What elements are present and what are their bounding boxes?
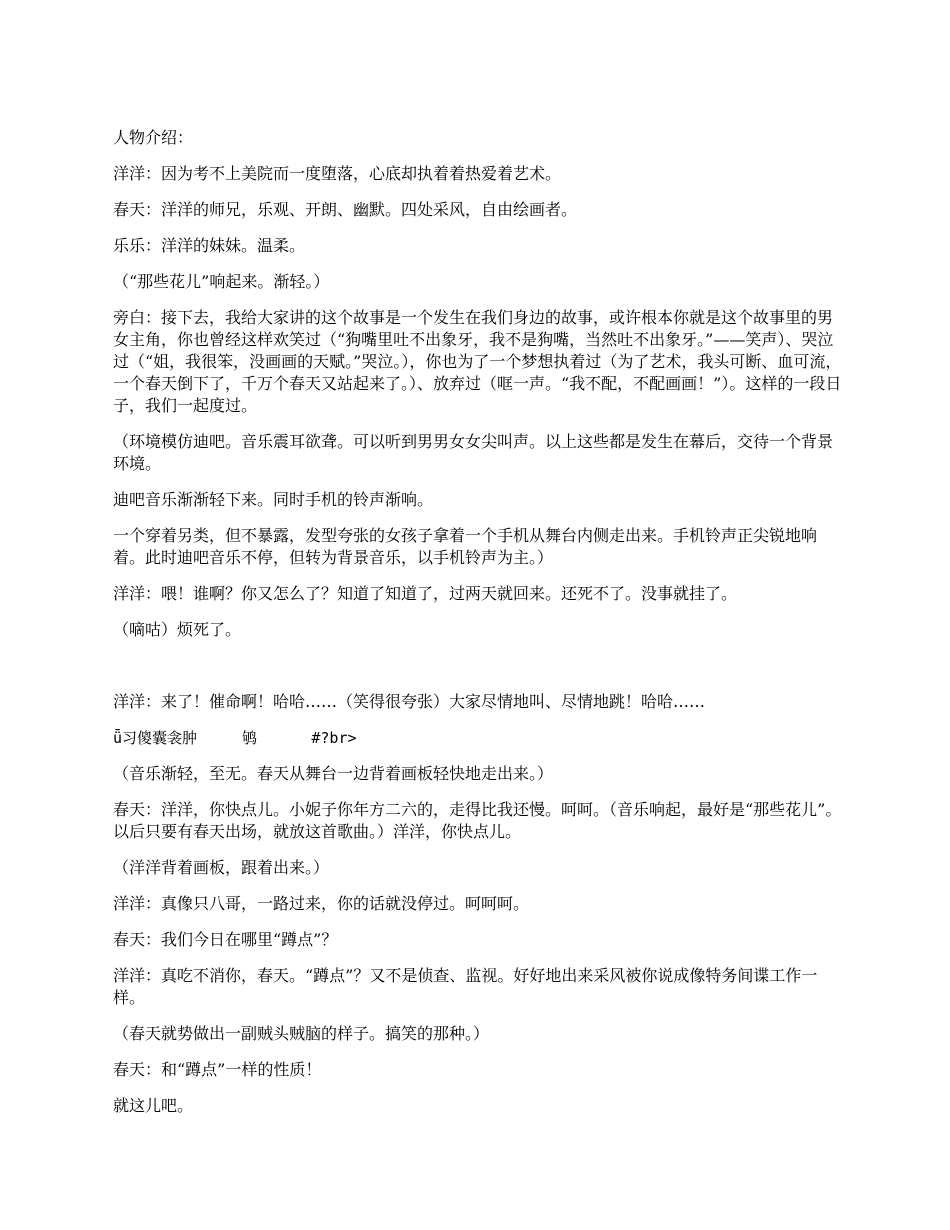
paragraph-group-top — [113, 127, 843, 641]
paragraph-dialogue: 春天：我们今日在哪里“蹲点”？ — [113, 930, 338, 949]
section-gap — [113, 655, 843, 691]
paragraph-character-lele: 乐乐：洋洋的妹妹。温柔。 — [113, 236, 306, 255]
paragraph-stage-direction: （音乐渐轻，至无。春天从舞台一边背着画板轻快地走出来。） — [113, 764, 554, 783]
paragraph-stage-direction: （洋洋背着画板，跟着出来。） — [113, 858, 330, 877]
paragraph-character-chuntian: 春天：洋洋的师兄，乐观、开朗、幽默。四处采风，自由绘画者。 — [113, 200, 578, 219]
paragraph-dialogue: （嘀咕）烦死了。 — [113, 620, 242, 639]
paragraph-dialogue: 春天：洋洋，你快点儿。小妮子你年方二六的，走得比我还慢。呵呵。（音乐响起，最好是“那些花儿”。以后只要有春天出场，就放这首歌曲。）洋洋，你快点儿。 — [113, 800, 842, 841]
paragraph-character-yangyang: 洋洋：因为考不上美院而一度堕落，心底却执着着热爱着艺术。 — [113, 164, 562, 183]
paragraph-stage-direction: 迪吧音乐渐渐轻下来。同时手机的铃声渐响。 — [113, 490, 434, 509]
paragraph-stage-direction: （“那些花儿”响起来。渐轻。） — [113, 272, 330, 291]
paragraph-dialogue: 就这儿吧。 — [113, 1096, 194, 1115]
paragraph-garbled-text: ǖ习傻囊衾肿 鸲 #?br> — [113, 729, 357, 747]
paragraph-character-intro-heading: 人物介绍： — [113, 128, 194, 147]
paragraph-stage-direction: 一个穿着另类，但不暴露，发型夸张的女孩子拿着一个手机从舞台内侧走出来。手机铃声正尖锐地响着。此时迪吧音乐不停，但转为背景音乐，以手机铃声为主。） — [113, 526, 818, 567]
paragraph-group-bottom — [113, 691, 843, 1117]
paragraph-stage-direction: （环境模仿迪吧。音乐震耳欲聋。可以听到男男女女尖叫声。以上这些都是发生在幕后，交待一个背景环境。 — [113, 432, 834, 473]
paragraph-stage-direction: （春天就势做出一副贼头贼脑的样子。搞笑的那种。） — [113, 1024, 490, 1043]
paragraph-dialogue: 洋洋：来了！催命啊！哈哈……（笑得很夸张）大家尽情地叫、尽情地跳！哈哈…… — [113, 692, 706, 711]
paragraph-dialogue: 洋洋：真吃不消你，春天。“蹲点”？又不是侦查、监视。好好地出来采风被你说成像特务间谍工作一样。 — [113, 966, 818, 1007]
paragraph-dialogue: 春天：和“蹲点”一样的性质！ — [113, 1060, 322, 1079]
paragraph-narration: 旁白：接下去，我给大家讲的这个故事是一个发生在我们身边的故事，或许根本你就是这个故事里的男女主角，你也曾经这样欢笑过（“狗嘴里吐不出象牙，我不是狗嘴，当然吐不出象牙。”——笑声）、哭泣过（“姐，我很笨，没画画的天赋。”哭泣。），你也为了一个梦想执着过（为了艺术，我头可断、血可流，一个春天倒下了，千万个春天又站起来了。）、放弃过（哐一声。“我不配，不配画画！”）。这样的一段日子，我们一起度过。 — [113, 308, 842, 415]
document-page — [113, 127, 843, 1131]
paragraph-dialogue: 洋洋：真像只八哥，一路过来，你的话就没停过。呵呵呵。 — [113, 894, 530, 913]
paragraph-dialogue: 洋洋：喂！谁啊？你又怎么了？知道了知道了，过两天就回来。还死不了。没事就挂了。 — [113, 584, 738, 603]
